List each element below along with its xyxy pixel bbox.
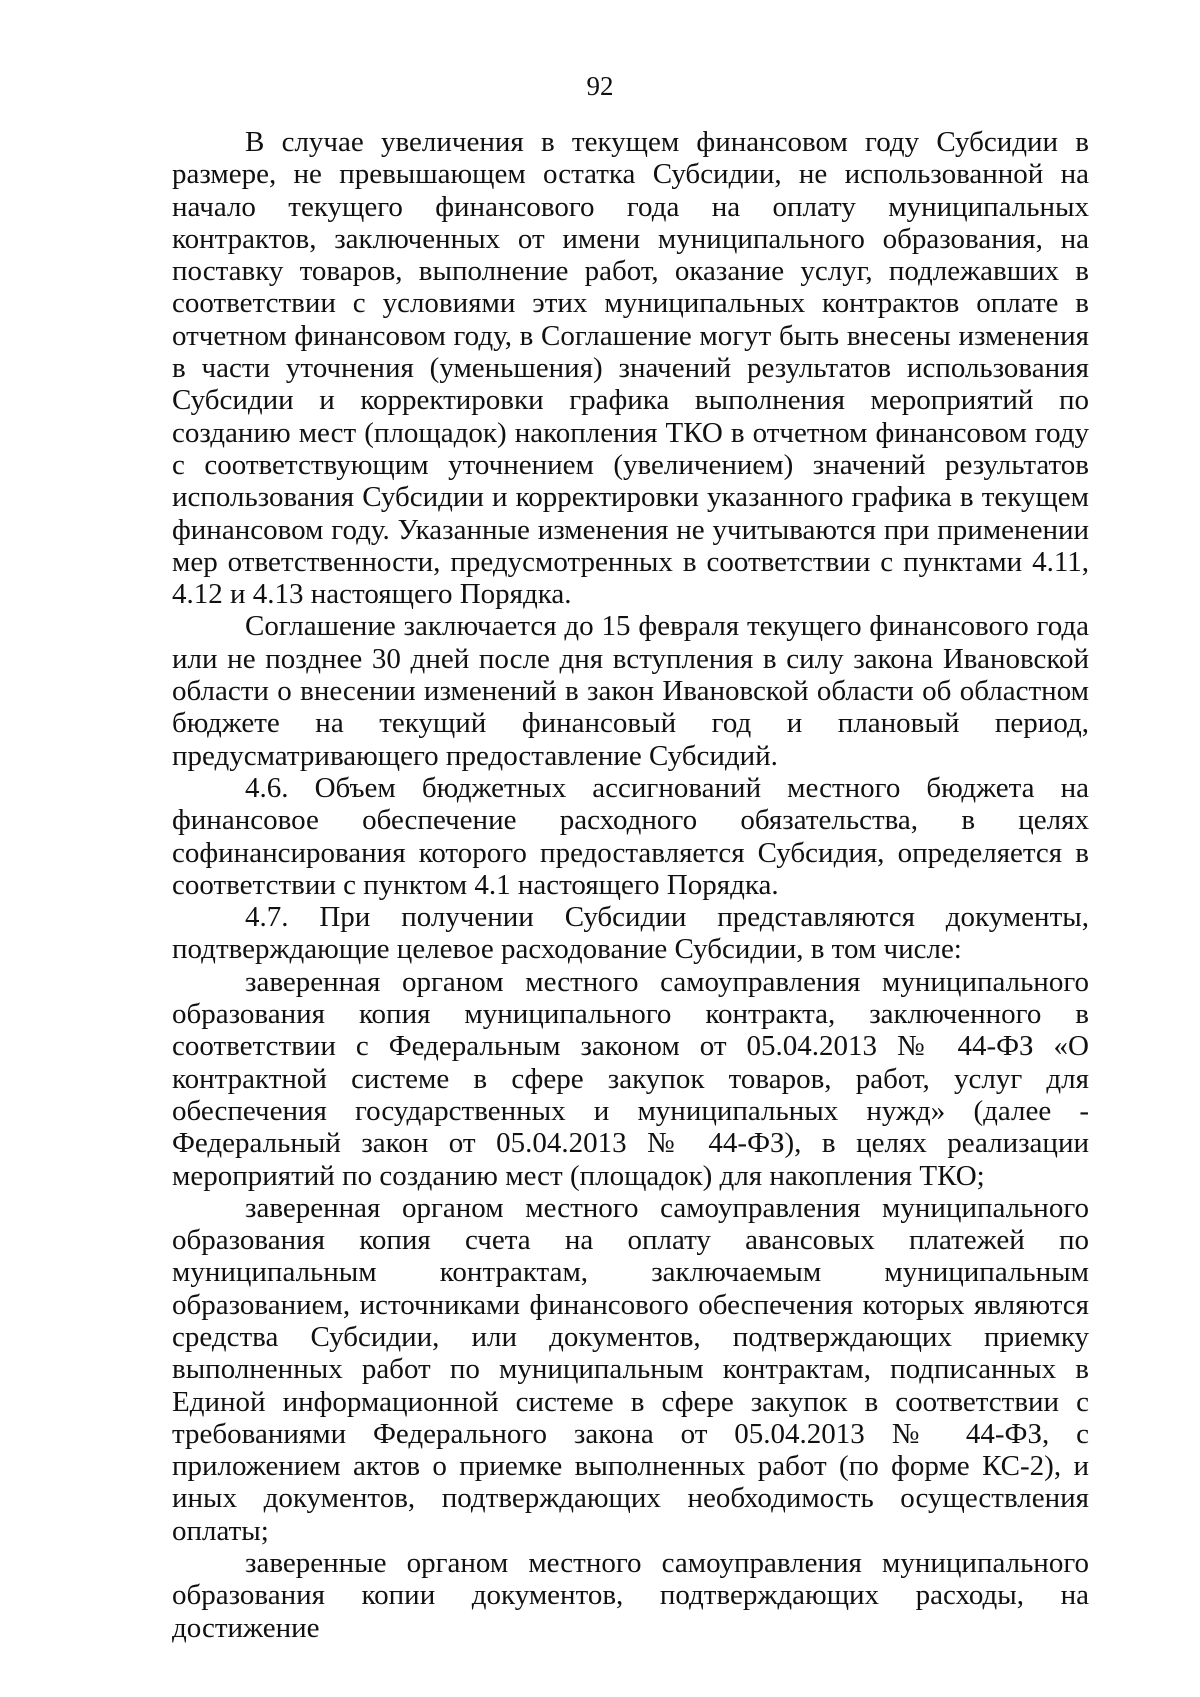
page-number: 92: [586, 71, 614, 101]
document-body: [172, 126, 1089, 1644]
paragraph-4-7-documents: 4.7. При получении Субсидии представляются документы, подтверждающие целевое расходование Субсидии, в том числе:: [172, 901, 1089, 966]
paragraph-subsidy-increase: В случае увеличения в текущем финансовом году Субсидии в размере, не превышающем остатка Субсидии, не использованной на начало текущего финансового года на оплату муниципальных контрактов, заключенных от имени муниципального образования, на поставку товаров, выполнение работ, оказание услуг, подлежавших в соответствии с условиями этих муниципальных контрактов оплате в отчетном финансовом году, в Соглашение могут быть внесены изменения в части уточнения (уменьшения) значений результатов использования Субсидии и корректировки графика выполнения мероприятий по созданию мест (площадок) накопления ТКО в отчетном финансовом году с соответствующим уточнением (увеличением) значений результатов использования Субсидии и корректировки указанного графика в текущем финансовом году. Указанные изменения не учитываются при применении мер ответственности, предусмотренных в соответствии с пунктами 4.11, 4.12 и 4.13 настоящего Порядка.: [172, 126, 1089, 611]
list-item-invoice-copy: заверенная органом местного самоуправления муниципального образования копия счета на оплату авансовых платежей по муниципальным контрактам, заключаемым муниципальным образованием, источниками финансового обеспечения которых являются средства Субсидии, или документов, подтверждающих приемку выполненных работ по муниципальным контрактам, подписанных в Единой информационной системе в сфере закупок в соответствии с требованиями Федерального закона от 05.04.2013 № 44-ФЗ, с приложением актов о приемке выполненных работ (по форме КС-2), и иных документов, подтверждающих необходимость осуществления оплаты;: [172, 1191, 1089, 1547]
paragraph-4-6-budget-allocation: 4.6. Объем бюджетных ассигнований местного бюджета на финансовое обеспечение расходного обязательства, в целях софинансирования которого предоставляется Субсидия, определяется в соответствии с пунктом 4.1 настоящего Порядка.: [172, 771, 1089, 901]
list-item-contract-copy: заверенная органом местного самоуправления муниципального образования копия муниципального контракта, заключенного в соответствии с Федеральным законом от 05.04.2013 № 44-ФЗ «О контрактной системе в сфере закупок товаров, работ, услуг для обеспечения государственных и муниципальных нужд» (далее - Федеральный закон от 05.04.2013 № 44-ФЗ), в целях реализации мероприятий по созданию мест (площадок) для накопления ТКО;: [172, 965, 1089, 1192]
list-item-expense-documents: заверенные органом местного самоуправления муниципального образования копии документов, подтверждающих расходы, на достижение: [172, 1547, 1089, 1644]
paragraph-agreement-deadline: Соглашение заключается до 15 февраля текущего финансового года или не позднее 30 дней после дня вступления в силу закона Ивановской области о внесении изменений в закон Ивановской области об областном бюджете на текущий финансовый год и плановый период, предусматривающего предоставление Субсидий.: [172, 610, 1089, 772]
